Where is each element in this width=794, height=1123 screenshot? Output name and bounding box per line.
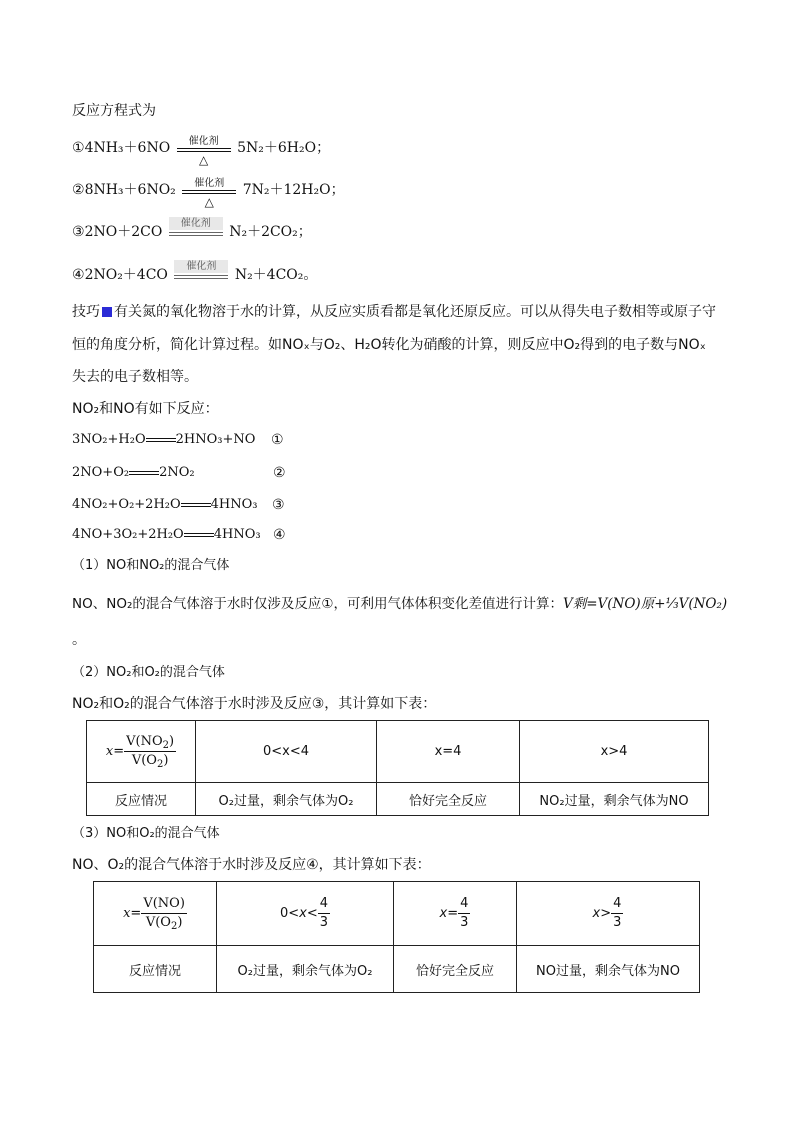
table-row	[94, 946, 700, 993]
catalyst-label: 催化剂	[194, 178, 225, 189]
equation-2	[72, 463, 195, 483]
table-cell: 0<x< $\frac{4}{3}$	[217, 882, 394, 946]
equation-number: ②	[273, 465, 286, 481]
section-2-text: NO₂和O₂的混合气体溶于水时涉及反应③，其计算如下表：	[72, 696, 437, 712]
no-o2-table	[93, 881, 700, 993]
catalyst-label: 催化剂	[169, 217, 223, 230]
equation-number: ③	[272, 497, 285, 513]
catalyst-arrow	[174, 261, 228, 285]
equation-number: ④	[273, 527, 286, 543]
blue-square-icon	[102, 307, 112, 317]
table-row	[87, 783, 709, 816]
equation-4	[72, 525, 261, 545]
table-cell: 0<x<4	[196, 721, 377, 783]
equation-lhs: 4NO₂+O₂+2H₂O	[72, 497, 181, 512]
reaction-number: ①	[72, 140, 85, 156]
no2-o2-table	[86, 720, 709, 816]
reaction-number: ③	[72, 224, 85, 240]
table-cell: x= $\frac{4}{3}$	[394, 882, 517, 946]
table-cell: NO₂过量，剩余气体为NO	[520, 783, 709, 816]
equation-rhs: 2NO₂	[159, 465, 195, 480]
tip-label: 技巧	[72, 304, 100, 320]
table-cell: x=4	[377, 721, 520, 783]
table-header-row	[94, 882, 700, 946]
table-cell: x>4	[520, 721, 709, 783]
table-cell: 恰好完全反应	[394, 946, 517, 993]
table-cell: O₂过量，剩余气体为O₂	[196, 783, 377, 816]
reaction-2	[72, 178, 345, 209]
reaction-end: 。	[303, 267, 318, 283]
equals-sign	[146, 435, 176, 445]
intro-text: 反应方程式为	[72, 103, 156, 119]
section-3-text: NO、O₂的混合气体溶于水时涉及反应④，其计算如下表：	[72, 857, 431, 873]
section-1-text	[72, 594, 727, 614]
equation-lhs: 3NO₂+H₂O	[72, 432, 146, 447]
table-cell: 恰好完全反应	[377, 783, 520, 816]
reaction-end: ；	[297, 224, 312, 240]
reaction-1	[72, 136, 331, 167]
ratio-header: x= $\frac{V(NO_2)}{V(O_2)}$	[87, 721, 196, 783]
tip-line-1	[72, 302, 716, 322]
equals-sign	[129, 468, 159, 478]
volume-formula: V剩=V(NO)原+⅓V(NO₂)	[562, 596, 728, 612]
reaction-lhs: 4NH₃＋6NO	[84, 140, 171, 156]
section-1-body: NO、NO₂的混合气体溶于水时仅涉及反应①，可利用气体体积变化差值进行计算：	[72, 596, 563, 612]
reaction-rhs: 7N₂＋12H₂O	[242, 182, 331, 198]
equation-lhs: 2NO+O₂	[72, 465, 130, 480]
reaction-lhs: 2NO＋2CO	[84, 224, 163, 240]
equation-3	[72, 495, 258, 515]
section-1-tail: 。	[72, 632, 86, 648]
reaction-4	[72, 261, 318, 285]
tip-line-2: 恒的角度分析，简化计算过程。如NOₓ与O₂、H₂O转化为硝酸的计算，则反应中O₂得到的电子数与NOₓ	[72, 337, 706, 353]
equation-1	[72, 430, 255, 450]
row-label: 反应情况	[94, 946, 217, 993]
reaction-end: ；	[330, 182, 345, 198]
equation-rhs: 2HNO₃+NO	[175, 432, 256, 447]
equation-rhs: 4HNO₃	[210, 497, 258, 512]
section-1-title: （1）NO和NO₂的混合气体	[72, 558, 230, 573]
ratio-header: x= $\frac{V(NO)}{V(O_2)}$	[94, 882, 217, 946]
reaction-3	[72, 218, 312, 242]
reaction-lhs: 2NO₂＋4CO	[84, 267, 168, 283]
section-2-title: （2）NO₂和O₂的混合气体	[72, 665, 225, 680]
catalyst-label: 催化剂	[174, 260, 228, 273]
table-cell: NO过量，剩余气体为NO	[517, 946, 700, 993]
equals-sign	[184, 530, 214, 540]
reaction-lhs: 8NH₃＋6NO₂	[84, 182, 176, 198]
row-label: 反应情况	[87, 783, 196, 816]
heat-triangle-icon: △	[199, 153, 209, 167]
catalyst-arrow	[177, 136, 231, 167]
table-header-row	[87, 721, 709, 783]
equals-sign	[181, 500, 211, 510]
heat-triangle-icon: △	[204, 195, 214, 209]
reaction-rhs: N₂＋4CO₂	[234, 267, 304, 283]
equation-lhs: 4NO+3O₂+2H₂O	[72, 527, 184, 542]
catalyst-label: 催化剂	[188, 136, 219, 147]
table-cell: O₂过量，剩余气体为O₂	[217, 946, 394, 993]
equation-rhs: 4HNO₃	[213, 527, 261, 542]
equation-number: ①	[271, 432, 284, 448]
catalyst-arrow	[169, 218, 223, 242]
reaction-rhs: 5N₂＋6H₂O	[237, 140, 317, 156]
table-cell: x> $\frac{4}{3}$	[517, 882, 700, 946]
reaction-number: ②	[72, 182, 85, 198]
reaction-rhs: N₂＋2CO₂	[229, 224, 298, 240]
tip-text: 有关氮的氧化物溶于水的计算，从反应实质看都是氧化还原反应。可以从得失电子数相等或原子守	[114, 304, 716, 320]
section-3-title: （3）NO和O₂的混合气体	[72, 826, 220, 841]
reaction-number: ④	[72, 267, 85, 283]
catalyst-arrow	[182, 178, 236, 209]
reaction-end: ；	[316, 140, 331, 156]
no2-no-intro: NO₂和NO有如下反应：	[72, 401, 219, 417]
tip-line-3: 失去的电子数相等。	[72, 369, 198, 385]
